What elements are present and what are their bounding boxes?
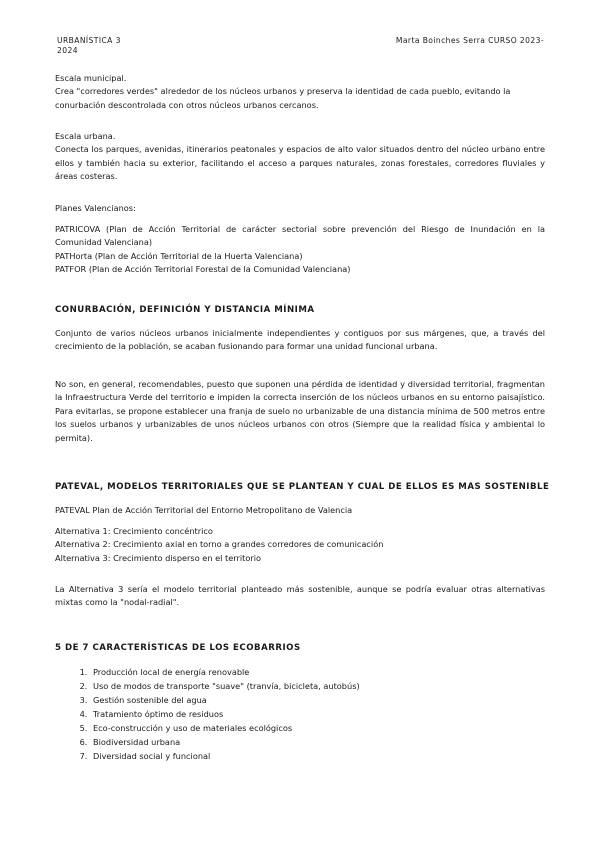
- ecobarrio-item: 7. Diversidad social y funcional: [90, 749, 545, 763]
- pateval-alternative: Alternativa 1: Crecimiento concéntrico: [55, 526, 213, 536]
- ecobarrio-item: 5. Eco-construcción y uso de materiales ecológicos: [90, 721, 545, 735]
- plan-item: PATHorta (Plan de Acción Territorial de la Huerta Valenciana): [55, 250, 303, 261]
- header-course-line1: URBANÍSTICA 3: [57, 36, 121, 45]
- ecobarrio-item: 1. Producción local de energía renovable: [90, 665, 545, 679]
- escala-municipal-section: [55, 72, 545, 112]
- escala-municipal-text: Crea "corredores verdes" alrededor de los núcleos urbanos y preserva la identidad de cada pueblo, evitando la conurbación descontrolada con otros núcleos urbanos cercanos.: [55, 86, 511, 110]
- planes-title: Planes Valencianos:: [55, 203, 136, 213]
- ecobarrio-item: 3. Gestión sostenible del agua: [90, 693, 545, 707]
- pateval-conclusion: La Alternativa 3 sería el modelo territorial planteado más sostenible, aunque se podría evaluar otras alternativas mixtas como la "nodal-radial".: [55, 584, 545, 608]
- header-course: [57, 36, 147, 56]
- conurbacion-definition: Conjunto de varios núcleos urbanos inicialmente independientes y contiguos por sus márgenes, que, a través del crecimiento de la población, se acaban fusionando para formar una unidad funcional urbana.: [55, 328, 545, 352]
- escala-municipal-title: Escala municipal.: [55, 73, 127, 83]
- escala-urbana-section: [55, 130, 545, 184]
- header-author: Marta Boinches Serra CURSO 2023-: [395, 36, 544, 45]
- planes-list: [55, 223, 545, 277]
- ecobarrios-heading: 5 DE 7 CARACTERÍSTICAS DE LOS ECOBARRIOS: [55, 643, 301, 653]
- plan-item: PATFOR (Plan de Acción Territorial Forestal de la Comunidad Valenciana): [55, 264, 351, 275]
- conurbacion-body: No son, en general, recomendables, puesto que suponen una pérdida de identidad y diversidad territorial, fragmentan la Infraestructura Verde del territorio e impiden la correcta inserción de los núcleos urbanos en su entorno paisajístico. Para evitarlas, se propone establecer una franja de suelo no urbanizable de una distancia mínima de 500 metros entre los suelos urbanos y urbanizables de unos núcleos urbanos con otros (Siempre que la realidad física y ambiental lo permita).: [55, 379, 545, 443]
- ecobarrios-list: [55, 665, 545, 763]
- ecobarrio-item: 6. Biodiversidad urbana: [90, 735, 545, 749]
- plan-item: PATRICOVA (Plan de Acción Territorial de carácter sectorial sobre prevención del Riesgo de Inundación en la Comunidad Valenciana): [55, 224, 545, 248]
- escala-urbana-title: Escala urbana.: [55, 131, 116, 141]
- pateval-alternative: Alternativa 2: Crecimiento axial en torno a grandes corredores de comunicación: [55, 539, 384, 550]
- conurbacion-heading: CONURBACIÓN, DEFINICIÓN Y DISTANCIA MÍNIMA: [55, 305, 315, 315]
- header-course-line2: 2024: [57, 46, 78, 55]
- escala-urbana-text: Conecta los parques, avenidas, itinerarios peatonales y espacios de alto valor situados dentro del núcleo urbano entre ellos y también hacia su exterior, facilitando el acceso a parques naturales, zonas forestales, corredores fluviales y áreas costeras.: [55, 144, 545, 182]
- pateval-definition: PATEVAL Plan de Acción Territorial del Entorno Metropolitano de Valencia: [55, 505, 353, 515]
- ecobarrios-list-wrap: [55, 665, 545, 763]
- pateval-alternatives: [55, 525, 545, 565]
- pateval-alternative: Alternativa 3: Crecimiento disperso en el territorio: [55, 552, 262, 563]
- pateval-heading: PATEVAL, MODELOS TERRITORIALES QUE SE PLANTEAN Y CUAL DE ELLOS ES MAS SOSTENIBLE: [55, 482, 550, 492]
- ecobarrio-item: 4. Tratamiento óptimo de residuos: [90, 707, 545, 721]
- ecobarrio-item: 2. Uso de modos de transporte "suave" (tranvía, bicicleta, autobús): [90, 679, 545, 693]
